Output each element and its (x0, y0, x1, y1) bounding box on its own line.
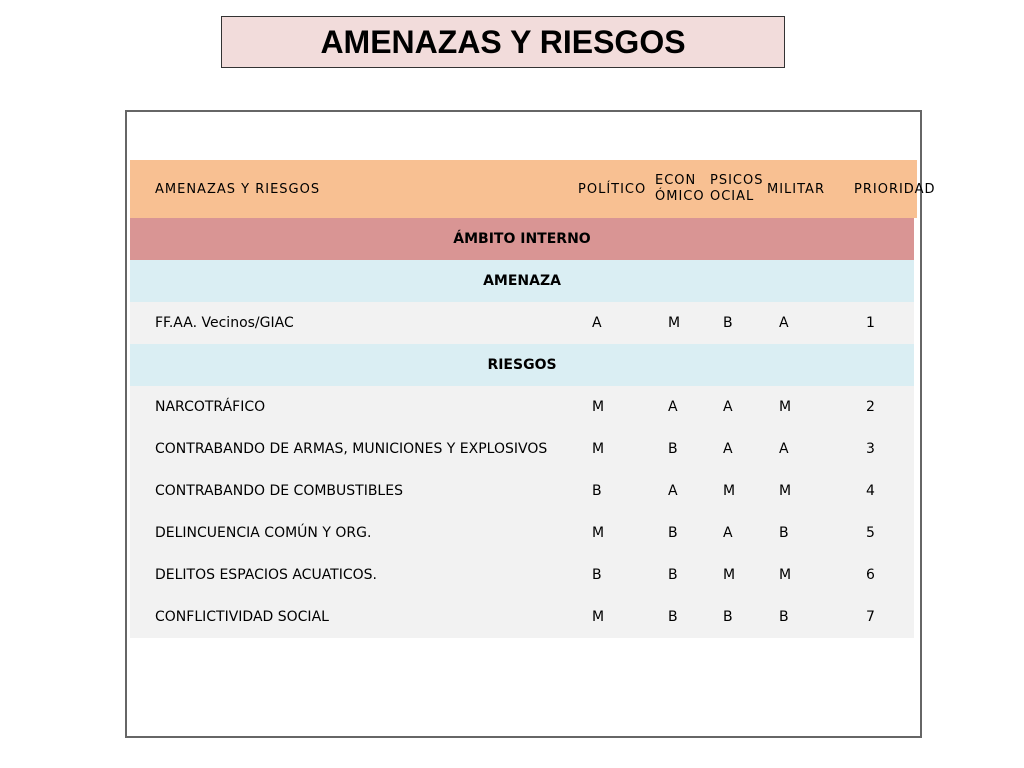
row-prioridad: 3 (866, 441, 875, 457)
row-prioridad: 4 (866, 483, 875, 499)
row-economico: A (668, 399, 678, 415)
row-politico: M (592, 399, 605, 415)
row-politico: M (592, 441, 605, 457)
table-row (130, 470, 914, 512)
row-politico: A (592, 315, 602, 331)
row-prioridad: 6 (866, 567, 875, 583)
row-psicosocial: A (723, 399, 733, 415)
row-economico: A (668, 483, 678, 499)
header-economico: ECONÓMICO (655, 173, 705, 204)
row-politico: M (592, 525, 605, 541)
row-economico: B (668, 441, 678, 457)
header-prioridad: PRIORIDAD (854, 181, 936, 197)
row-name: DELINCUENCIA COMÚN Y ORG. (155, 525, 372, 541)
row-politico: B (592, 483, 602, 499)
table-row (130, 302, 914, 344)
header-psicosocial: PSICOSOCIAL (710, 173, 764, 204)
table-row (130, 428, 914, 470)
section-ambito-interno: ÁMBITO INTERNO (130, 218, 914, 260)
row-name: CONFLICTIVIDAD SOCIAL (155, 609, 329, 625)
row-economico: M (668, 315, 681, 331)
row-psicosocial: A (723, 441, 733, 457)
table-header-row (130, 160, 936, 218)
threats-table (130, 160, 936, 636)
row-militar: A (779, 315, 789, 331)
header-amenazas-riesgos: AMENAZAS Y RIESGOS (155, 181, 321, 197)
row-prioridad: 5 (866, 525, 875, 541)
row-psicosocial: B (723, 315, 733, 331)
row-militar: B (779, 525, 789, 541)
row-militar: B (779, 609, 789, 625)
row-name: CONTRABANDO DE ARMAS, MUNICIONES Y EXPLOSIVOS (155, 441, 548, 457)
row-prioridad: 7 (866, 609, 875, 625)
table-row (130, 554, 914, 596)
table-row (130, 596, 914, 638)
slide-title: AMENAZAS Y RIESGOS (221, 16, 785, 68)
row-psicosocial: M (723, 483, 736, 499)
header-militar: MILITAR (767, 181, 825, 197)
row-militar: M (779, 567, 792, 583)
row-militar: M (779, 399, 792, 415)
row-economico: B (668, 525, 678, 541)
section-amenaza: AMENAZA (130, 260, 914, 302)
row-name: CONTRABANDO DE COMBUSTIBLES (155, 483, 403, 499)
row-psicosocial: M (723, 567, 736, 583)
row-economico: B (668, 609, 678, 625)
row-name: DELITOS ESPACIOS ACUATICOS. (155, 567, 377, 583)
table-row (130, 386, 914, 428)
row-politico: M (592, 609, 605, 625)
row-prioridad: 1 (866, 315, 875, 331)
row-prioridad: 2 (866, 399, 875, 415)
table-row (130, 512, 914, 554)
row-militar: M (779, 483, 792, 499)
row-economico: B (668, 567, 678, 583)
row-psicosocial: A (723, 525, 733, 541)
header-politico: POLÍTICO (578, 181, 647, 197)
row-psicosocial: B (723, 609, 733, 625)
row-name: FF.AA. Vecinos/GIAC (155, 315, 294, 331)
row-militar: A (779, 441, 789, 457)
section-riesgos: RIESGOS (130, 344, 914, 386)
row-name: NARCOTRÁFICO (155, 399, 266, 415)
row-politico: B (592, 567, 602, 583)
